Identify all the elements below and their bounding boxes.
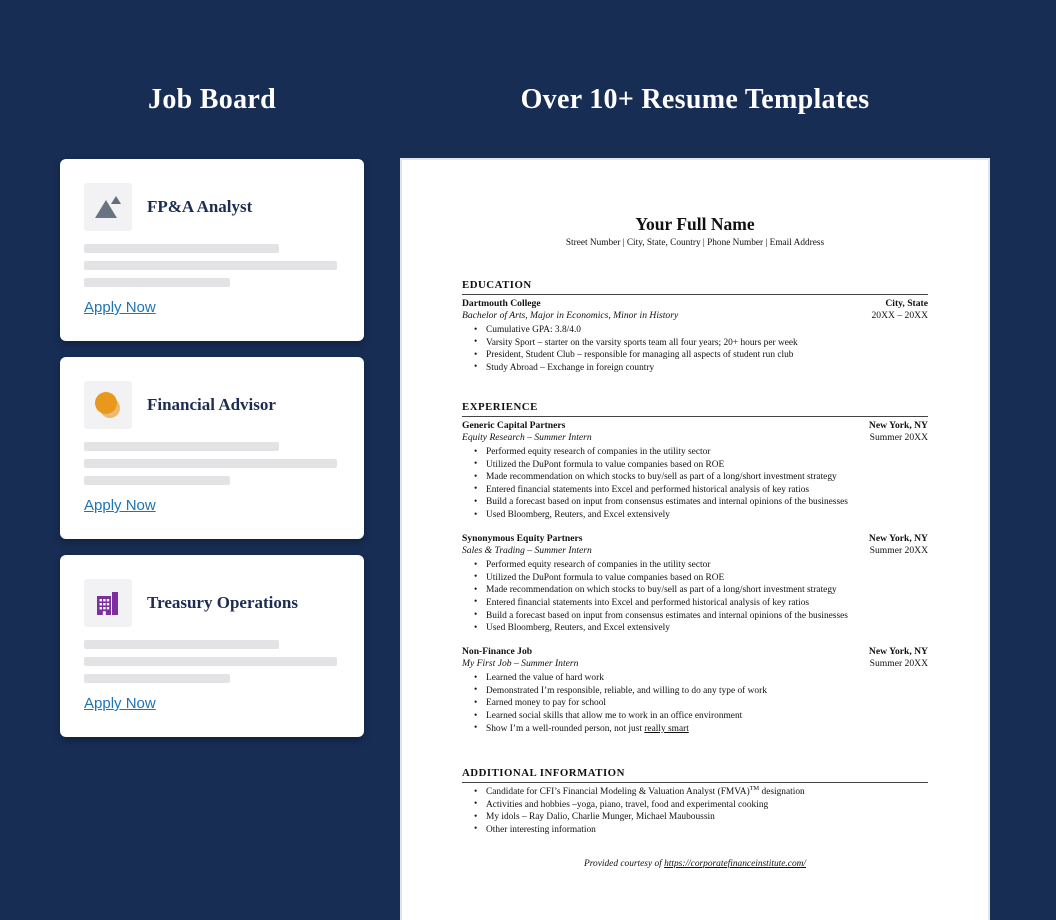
skeleton-bar: [84, 476, 230, 485]
resume-section-heading: ADDITIONAL INFORMATION: [462, 767, 928, 783]
resume-footer: [462, 859, 928, 869]
resume-section-heading: EXPERIENCE: [462, 401, 928, 417]
entry-organization: Generic Capital Partners: [462, 419, 566, 431]
building-icon-box: [84, 579, 132, 627]
entry-role: My First Job – Summer Intern: [462, 657, 579, 669]
bullet-item: • My idols – Ray Dalio, Charlie Munger, Michael Mauboussin: [462, 811, 928, 824]
bullet-item: • Utilized the DuPont formula to value companies based on ROE: [462, 572, 928, 585]
entry-subheader-row: [462, 658, 928, 670]
resume-page: [400, 158, 990, 920]
skeleton-lines: [84, 442, 340, 485]
bullet-item: • Demonstrated I’m responsible, reliable, and willing to do any type of work: [462, 685, 928, 698]
job-card-header: [84, 381, 340, 429]
resume-entry: [462, 786, 928, 836]
entry-dates: 20XX – 20XX: [871, 309, 928, 321]
bullet-item: • Used Bloomberg, Reuters, and Excel extensively: [462, 622, 928, 635]
skeleton-lines: [84, 640, 340, 683]
job-board-heading: Job Board: [148, 84, 276, 115]
bullet-item: • Build a forecast based on input from consensus estimates and internal opinions of the businesses: [462, 610, 928, 623]
bullet-item: • Used Bloomberg, Reuters, and Excel extensively: [462, 509, 928, 522]
skeleton-bar: [84, 459, 337, 468]
job-card-title: FP&A Analyst: [147, 197, 253, 216]
resume-section: [462, 279, 928, 375]
entry-organization: Dartmouth College: [462, 297, 541, 309]
skeleton-bar: [84, 278, 230, 287]
skeleton-bar: [84, 657, 337, 666]
skeleton-bar: [84, 640, 279, 649]
resume-entry: [462, 646, 928, 736]
entry-organization: Non-Finance Job: [462, 645, 533, 657]
bullet-item: • Learned social skills that allow me to work in an office environment: [462, 710, 928, 723]
skeleton-bar: [84, 261, 337, 270]
entry-dates: Summer 20XX: [869, 657, 928, 669]
job-card-header: [84, 579, 340, 627]
entry-bullet-list: [462, 559, 928, 635]
resume-templates-heading: Over 10+ Resume Templates: [520, 84, 870, 115]
entry-dates: Summer 20XX: [869, 544, 928, 556]
entry-header-row: [462, 646, 928, 658]
entry-organization: Synonymous Equity Partners: [462, 532, 583, 544]
resume-section: [462, 767, 928, 836]
entry-subheader-row: [462, 310, 928, 322]
entry-dates: Summer 20XX: [869, 431, 928, 443]
skeleton-bar: [84, 442, 279, 451]
entry-subheader-row: [462, 545, 928, 557]
bullet-item: [462, 786, 928, 799]
apply-now-link[interactable]: Apply Now: [84, 695, 156, 712]
entry-role: Sales & Trading – Summer Intern: [462, 544, 592, 556]
entry-header-row: [462, 298, 928, 310]
bullet-item: • Utilized the DuPont formula to value companies based on ROE: [462, 459, 928, 472]
entry-subheader-row: [462, 432, 928, 444]
bullet-text: Show I’m a well-rounded person, not just: [486, 723, 645, 734]
apply-now-link[interactable]: Apply Now: [84, 299, 156, 316]
bullet-item: • Performed equity research of companies in the utility sector: [462, 559, 928, 572]
entry-location: New York, NY: [868, 419, 928, 431]
skeleton-lines: [84, 244, 340, 287]
superscript-text: TM: [749, 785, 760, 793]
entry-header-row: [462, 533, 928, 545]
footer-cfi-link[interactable]: https://corporatefinanceinstitute.com/: [664, 858, 807, 869]
bullet-item: • Entered financial statements into Excel and performed historical analysis of key ratios: [462, 484, 928, 497]
job-card: [60, 357, 364, 539]
bullet-item: • Made recommendation on which stocks to buy/sell as part of a long/short investment strategy: [462, 471, 928, 484]
entry-bullet-list: [462, 786, 928, 836]
bullet-item: • Earned money to pay for school: [462, 697, 928, 710]
apply-now-link[interactable]: Apply Now: [84, 497, 156, 514]
resume-entry: [462, 420, 928, 522]
entry-bullet-list: [462, 446, 928, 522]
skeleton-bar: [84, 674, 230, 683]
job-card-header: [84, 183, 340, 231]
bullet-item: • Learned the value of hard work: [462, 672, 928, 685]
job-cards: [60, 159, 364, 753]
bullet-item: • President, Student Club – responsible for managing all aspects of student run club: [462, 349, 928, 362]
bullet-text: designation: [759, 787, 805, 798]
bullet-item: [462, 723, 928, 736]
resume-entry: [462, 533, 928, 635]
bullet-item: • Varsity Sport – starter on the varsity sports team all four years; 20+ hours per week: [462, 337, 928, 350]
bullet-item: • Other interesting information: [462, 824, 928, 837]
bullet-item: • Performed equity research of companies in the utility sector: [462, 446, 928, 459]
bullet-item: • Build a forecast based on input from consensus estimates and internal opinions of the businesses: [462, 496, 928, 509]
resume-name: Your Full Name: [635, 214, 755, 234]
coins-icon: [91, 388, 125, 422]
resume-section: [462, 401, 928, 736]
footer-courtesy-text: Provided courtesy of: [583, 858, 665, 869]
resume-entry: [462, 298, 928, 375]
job-card-title: Financial Advisor: [147, 395, 276, 414]
entry-role: Equity Research – Summer Intern: [462, 431, 592, 443]
underlined-text: really smart: [644, 723, 689, 734]
job-card-title: Treasury Operations: [147, 593, 298, 612]
job-card: [60, 159, 364, 341]
entry-bullet-list: [462, 324, 928, 374]
resume-sections: [462, 279, 928, 837]
entry-bullet-list: [462, 672, 928, 735]
bullet-text: Candidate for CFI’s Financial Modeling & Valuation Analyst (FMVA): [486, 787, 750, 798]
mountains-icon-box: [84, 183, 132, 231]
mountains-icon: [92, 191, 124, 223]
bullet-item: • Cumulative GPA: 3.8/4.0: [462, 324, 928, 337]
skeleton-bar: [84, 244, 279, 253]
bullet-item: • Study Abroad – Exchange in foreign country: [462, 362, 928, 375]
bullet-item: • Made recommendation on which stocks to buy/sell as part of a long/short investment strategy: [462, 584, 928, 597]
entry-location: New York, NY: [868, 532, 928, 544]
bullet-item: • Entered financial statements into Excel and performed historical analysis of key ratios: [462, 597, 928, 610]
building-icon: [92, 587, 124, 619]
entry-location: City, State: [885, 297, 928, 309]
coins-icon-box: [84, 381, 132, 429]
bullet-item: • Activities and hobbies –yoga, piano, travel, food and experimental cooking: [462, 799, 928, 812]
resume-section-heading: EDUCATION: [462, 279, 928, 295]
entry-role: Bachelor of Arts, Major in Economics, Minor in History: [462, 309, 679, 321]
entry-header-row: [462, 420, 928, 432]
resume-contact-line: Street Number | City, State, Country | Phone Number | Email Address: [565, 238, 825, 248]
job-card: [60, 555, 364, 737]
entry-location: New York, NY: [868, 645, 928, 657]
